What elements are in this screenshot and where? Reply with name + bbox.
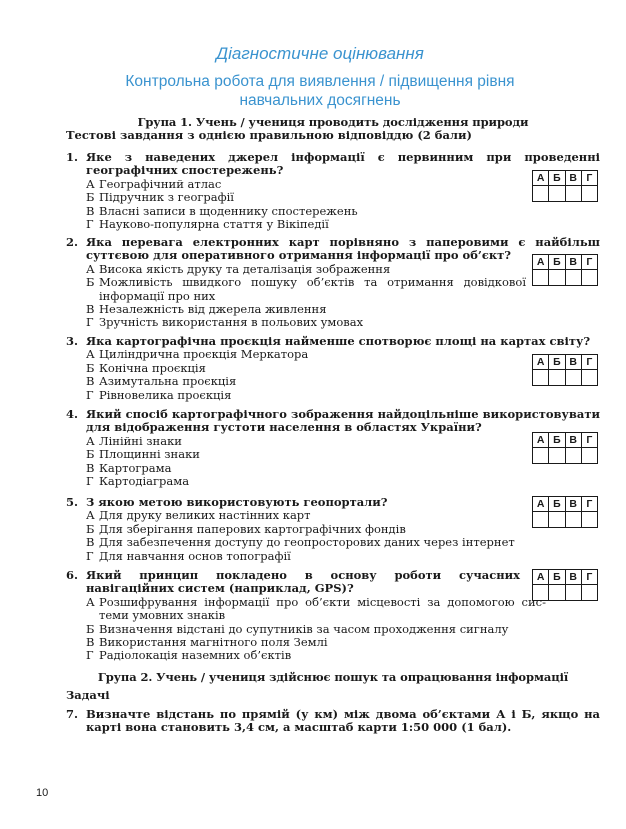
page-title: Діагностичне оцінювання <box>216 44 424 63</box>
answer-letter-b: Б <box>549 171 565 186</box>
option-text: Географічний атлас <box>99 176 222 191</box>
task-number: 7. <box>66 707 79 721</box>
option-letter: Б <box>86 190 95 205</box>
option-text: Незалежність від джерела живлення <box>99 302 327 317</box>
option-letter: Г <box>86 315 94 330</box>
option-text: Рівновелика проєкція <box>99 387 232 402</box>
answer-cell-b[interactable] <box>549 186 565 202</box>
answer-cell-h[interactable] <box>581 448 597 464</box>
option-text: Для друку великих настінних карт <box>99 508 311 523</box>
answer-letter-b: Б <box>549 433 565 448</box>
answer-cell-a[interactable] <box>533 270 549 286</box>
answer-letter-h: Г <box>581 497 597 512</box>
option-letter: В <box>86 302 95 317</box>
option-text: Визначення відстані до супутників за часом проходження сигналу <box>99 621 509 636</box>
option-text: Розшифрування інформації про об’єкти місцевості за допомогою системи умовних знаків <box>99 594 546 623</box>
answer-cell-a[interactable] <box>533 448 549 464</box>
option-letter: В <box>86 460 95 475</box>
answer-cell-v[interactable] <box>565 512 581 528</box>
answer-grid-3 <box>532 354 598 386</box>
option-text: Для навчання основ топографії <box>99 548 291 563</box>
option-text: Можливість швидкого пошуку об’єктів та отримання довідкової інформації про них <box>99 275 526 303</box>
answer-grid-2 <box>532 254 598 286</box>
option-text: Для забезпечення доступу до геопросторових даних через інтернет <box>99 535 515 550</box>
answer-grid-4 <box>532 432 598 464</box>
question-number: 1. <box>66 150 79 164</box>
answer-cell-h[interactable] <box>581 585 597 601</box>
option-letter: Б <box>86 447 95 462</box>
question-text: Яке з наведених джерел інформації є первинним при проведенні географічних спостережень? <box>86 150 600 178</box>
answer-letter-v: В <box>565 355 581 370</box>
answer-cell-b[interactable] <box>549 585 565 601</box>
option-text: Науково-популярна стаття у Вікіпедії <box>99 217 329 232</box>
group1-instructions: Тестові завдання з однією правильною відповіддю (2 бали) <box>66 128 472 142</box>
option-letter: Б <box>86 275 95 290</box>
answer-grid-5 <box>532 496 598 528</box>
page-number: 10 <box>36 787 49 799</box>
option-text: Площинні знаки <box>99 447 200 462</box>
group2-title: Група 2. Учень / учениця здійснює пошук та опрацювання інформації <box>97 670 569 684</box>
answer-letter-b: Б <box>549 570 565 585</box>
answer-cell-v[interactable] <box>565 585 581 601</box>
question-text: Яка картографічна проєкція найменше спотворює площі на картах світу? <box>86 334 591 348</box>
page-subtitle: Контрольна робота для виявлення / підвищення рівня навчальних досягнень <box>125 73 515 109</box>
answer-cell-a[interactable] <box>533 585 549 601</box>
answer-letter-h: Г <box>581 433 597 448</box>
answer-letter-b: Б <box>549 497 565 512</box>
answer-letter-a: А <box>533 497 549 512</box>
option-letter: В <box>86 374 95 389</box>
option-letter: Б <box>86 621 95 636</box>
answer-cell-h[interactable] <box>581 186 597 202</box>
answer-cell-b[interactable] <box>549 512 565 528</box>
option-text: Зручність використання в польових умовах <box>99 315 364 330</box>
question-3 <box>66 335 600 402</box>
option-letter: Г <box>86 648 94 663</box>
answer-letter-v: В <box>565 255 581 270</box>
answer-letter-v: В <box>565 497 581 512</box>
answer-letter-a: А <box>533 255 549 270</box>
option-text: Підручник з географії <box>99 190 234 205</box>
answer-letter-h: Г <box>581 171 597 186</box>
option-text: Картограма <box>99 460 172 475</box>
option-letter: А <box>86 261 95 276</box>
question-number: 6. <box>66 568 79 582</box>
answer-letter-a: А <box>533 570 549 585</box>
question-text: З якою метою використовують геопортали? <box>86 495 388 509</box>
answer-cell-a[interactable] <box>533 186 549 202</box>
option-letter: А <box>86 176 95 191</box>
question-number: 3. <box>66 334 79 348</box>
answer-letter-b: Б <box>549 255 565 270</box>
question-text: Який принцип покладено в основу роботи сучасних навігаційних систем (наприклад, GPS)? <box>86 568 520 596</box>
answer-letter-b: Б <box>549 355 565 370</box>
answer-letter-h: Г <box>581 355 597 370</box>
answer-grid-1 <box>532 170 598 202</box>
answer-cell-h[interactable] <box>581 512 597 528</box>
question-1 <box>66 151 600 231</box>
answer-cell-v[interactable] <box>565 370 581 386</box>
tasks-label: Задачі <box>66 688 110 702</box>
answer-cell-h[interactable] <box>581 370 597 386</box>
question-6 <box>66 569 600 663</box>
question-5 <box>66 496 600 563</box>
option-letter: В <box>86 635 95 650</box>
answer-cell-b[interactable] <box>549 448 565 464</box>
option-letter: В <box>86 203 95 218</box>
question-number: 2. <box>66 235 79 249</box>
option-letter: Б <box>86 360 95 375</box>
option-letter: Г <box>86 474 94 489</box>
option-letter: Г <box>86 387 94 402</box>
option-letter: В <box>86 535 95 550</box>
question-number: 4. <box>66 407 79 421</box>
option-letter: Г <box>86 548 94 563</box>
answer-letter-h: Г <box>581 570 597 585</box>
group1-title: Група 1. Учень / учениця проводить дослідження природи <box>137 115 529 129</box>
option-text: Для зберігання паперових картографічних фондів <box>99 521 406 536</box>
option-letter: А <box>86 508 95 523</box>
question-text: Який спосіб картографічного зображення найдоцільніше використовувати для відображення густоти населення в областях України? <box>86 407 600 435</box>
option-text: Картодіаграма <box>99 474 190 489</box>
answer-cell-v[interactable] <box>565 186 581 202</box>
option-letter: А <box>86 433 95 448</box>
option-letter: Б <box>86 521 95 536</box>
question-4 <box>66 408 600 488</box>
option-text: Лінійні знаки <box>99 433 182 448</box>
answer-cell-b[interactable] <box>549 370 565 386</box>
answer-cell-b[interactable] <box>549 270 565 286</box>
option-letter: Г <box>86 217 94 232</box>
answer-grid-6 <box>532 569 598 601</box>
answer-letter-v: В <box>565 570 581 585</box>
answer-cell-a[interactable] <box>533 512 549 528</box>
option-text: Використання магнітного поля Землі <box>99 635 328 650</box>
task-7 <box>66 708 600 735</box>
option-letter: А <box>86 594 95 609</box>
answer-letter-a: А <box>533 171 549 186</box>
option-text: Азимутальна проєкція <box>99 374 237 389</box>
question-2 <box>66 236 600 330</box>
option-text: Висока якість друку та деталізація зображення <box>99 261 391 276</box>
option-text: Конічна проєкція <box>99 360 206 375</box>
answer-cell-v[interactable] <box>565 270 581 286</box>
answer-cell-a[interactable] <box>533 370 549 386</box>
option-text: Радіолокація наземних об’єктів <box>99 648 292 663</box>
answer-cell-v[interactable] <box>565 448 581 464</box>
answer-letter-h: Г <box>581 255 597 270</box>
task-text: Визначте відстань по прямій (у км) між двома об’єктами А і Б, якщо на карті вона становить 3,4 см, а масштаб карти 1:50 000 (1 бал). <box>86 707 600 735</box>
answer-letter-v: В <box>565 171 581 186</box>
question-text: Яка перевага електронних карт порівняно з паперовими є найбільш суттєвою для оперативного отримання інформації про об’єкт? <box>86 235 600 263</box>
answer-letter-v: В <box>565 433 581 448</box>
answer-letter-a: А <box>533 355 549 370</box>
answer-letter-a: А <box>533 433 549 448</box>
option-letter: А <box>86 347 95 362</box>
option-text: Власні записи в щоденнику спостережень <box>99 203 358 218</box>
option-text: Циліндрична проєкція Меркатора <box>99 347 309 362</box>
question-number: 5. <box>66 495 79 509</box>
answer-cell-h[interactable] <box>581 270 597 286</box>
